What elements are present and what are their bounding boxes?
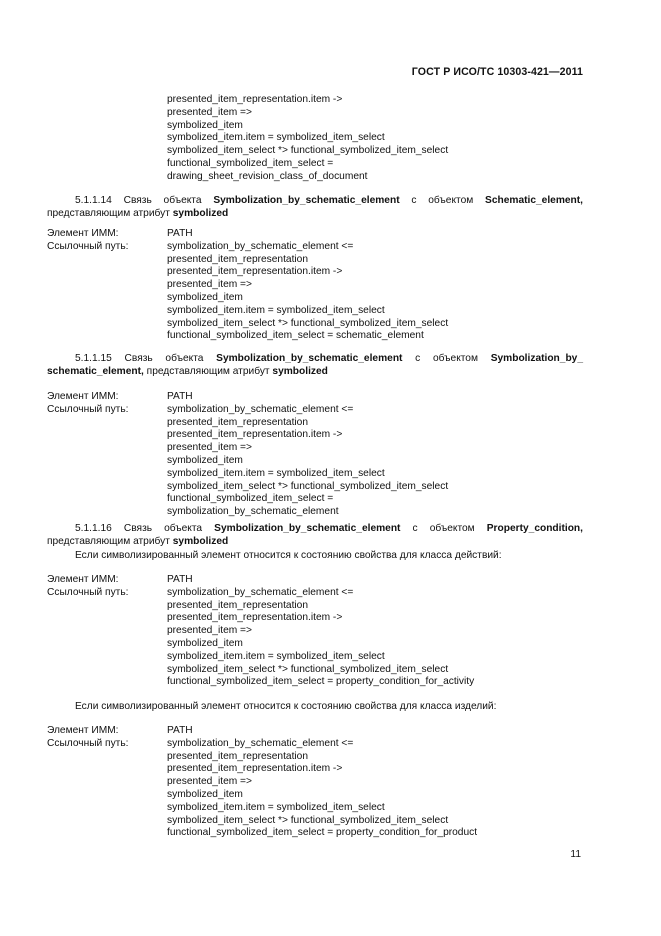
path-line: presented_item_representation — [167, 253, 309, 265]
heading-text: представляющим атрибут — [47, 207, 173, 219]
path-line: symbolized_item_select *> functional_symbolized_item_select — [167, 317, 449, 329]
ref-path-label: Ссылочный путь: — [47, 737, 129, 749]
mapping-entry-16-activity — [47, 574, 607, 689]
page-number: 11 — [570, 849, 581, 860]
path-line: symbolized_item — [167, 119, 243, 131]
element-label: Элемент ИММ: — [47, 725, 119, 736]
heading-text: с объектом — [402, 353, 491, 364]
element-value: PATH — [167, 574, 193, 585]
path-line: symbolized_item_select *> functional_symbolized_item_select — [167, 145, 449, 157]
path-line: symbolized_item — [167, 788, 243, 800]
path-line: presented_item => — [167, 625, 252, 637]
element-label: Элемент ИММ: — [47, 574, 119, 585]
path-line: symbolization_by_schematic_element <= — [167, 403, 354, 415]
path-line: presented_item_representation — [167, 416, 309, 428]
section-number: 5.1.1.16 Связь объекта — [75, 523, 215, 534]
mapping-entry-16-product — [47, 725, 607, 840]
path-line: presented_item_representation.item -> — [167, 266, 343, 278]
path-line: presented_item_representation.item -> — [167, 94, 343, 105]
attribute-name: symbolized — [172, 207, 229, 219]
heading-text: с объектом — [400, 523, 487, 534]
path-line: drawing_sheet_revision_class_of_document — [167, 170, 368, 182]
target-object-cont: schematic_element, — [47, 365, 144, 377]
object-name: Symbolization_by_schematic_element — [214, 523, 401, 534]
path-line: presented_item_representation.item -> — [167, 763, 343, 775]
condition-note-activity: Если символизированный элемент относится к состоянию свойства для класса действий: — [75, 550, 502, 561]
path-line: symbolization_by_schematic_element — [167, 506, 339, 518]
ref-path-label: Ссылочный путь: — [47, 240, 129, 252]
heading-text: с объектом — [399, 195, 486, 206]
top-path-block — [167, 94, 597, 184]
object-name: Symbolization_by_schematic_element — [216, 353, 403, 364]
path-line: symbolized_item.item = symbolized_item_select — [167, 801, 385, 813]
element-label: Элемент ИММ: — [47, 228, 119, 239]
attribute-name: symbolized — [272, 365, 328, 377]
path-line: presented_item => — [167, 776, 252, 788]
attribute-name: symbolized — [172, 535, 229, 547]
path-line: presented_item_representation.item -> — [167, 612, 343, 624]
path-line: symbolized_item_select *> functional_symbolized_item_select — [167, 814, 449, 826]
path-line: functional_symbolized_item_select = property_condition_for_activity — [167, 676, 475, 688]
path-line: presented_item => — [167, 106, 252, 118]
document-header: ГОСТ Р ИСО/ТС 10303-421—2011 — [411, 66, 583, 78]
target-object: Property_condition, — [486, 523, 583, 534]
ref-path-label: Ссылочный путь: — [47, 403, 129, 415]
element-value: PATH — [167, 391, 193, 402]
path-line: functional_symbolized_item_select = — [167, 493, 334, 505]
object-name: Symbolization_by_schematic_element — [213, 195, 400, 206]
section-heading-15 — [47, 353, 583, 379]
path-line: symbolized_item — [167, 454, 243, 466]
element-value: PATH — [167, 228, 193, 239]
path-line: symbolized_item.item = symbolized_item_select — [167, 304, 385, 316]
path-line: presented_item_representation.item -> — [167, 429, 343, 441]
path-line: symbolization_by_schematic_element <= — [167, 737, 354, 749]
path-line: symbolized_item_select *> functional_symbolized_item_select — [167, 480, 449, 492]
path-line: symbolized_item_select *> functional_symbolized_item_select — [167, 663, 449, 675]
path-line: presented_item => — [167, 442, 252, 454]
section-number: 5.1.1.14 Связь объекта — [75, 195, 214, 206]
path-line: symbolized_item.item = symbolized_item_select — [167, 650, 385, 662]
element-value: PATH — [167, 725, 193, 736]
condition-note-product: Если символизированный элемент относится к состоянию свойства для класса изделий: — [75, 701, 497, 712]
element-label: Элемент ИММ: — [47, 391, 119, 402]
path-line: presented_item_representation — [167, 599, 309, 611]
section-heading-16 — [47, 523, 583, 549]
path-line: symbolized_item — [167, 291, 243, 303]
path-line: presented_item_representation — [167, 750, 309, 762]
section-number: 5.1.1.15 Связь объекта — [75, 353, 217, 364]
mapping-entry-15 — [47, 391, 607, 519]
mapping-entry-14 — [47, 228, 607, 343]
heading-text: представляющим атрибут — [143, 365, 273, 377]
target-object: Symbolization_by_ — [490, 353, 583, 364]
ref-path-label: Ссылочный путь: — [47, 586, 129, 598]
path-line: symbolized_item.item = symbolized_item_select — [167, 132, 385, 144]
path-line: functional_symbolized_item_select = property_condition_for_product — [167, 827, 478, 839]
path-line: symbolization_by_schematic_element <= — [167, 586, 354, 598]
path-line: symbolized_item.item = symbolized_item_select — [167, 467, 385, 479]
path-line: functional_symbolized_item_select = — [167, 157, 334, 169]
section-heading-14 — [47, 195, 583, 221]
path-line: presented_item => — [167, 279, 252, 291]
path-line: symbolization_by_schematic_element <= — [167, 240, 354, 252]
heading-text: представляющим атрибут — [47, 535, 173, 547]
path-line: symbolized_item — [167, 637, 243, 649]
path-line: functional_symbolized_item_select = schematic_element — [167, 330, 424, 342]
target-object: Schematic_element, — [485, 195, 583, 206]
